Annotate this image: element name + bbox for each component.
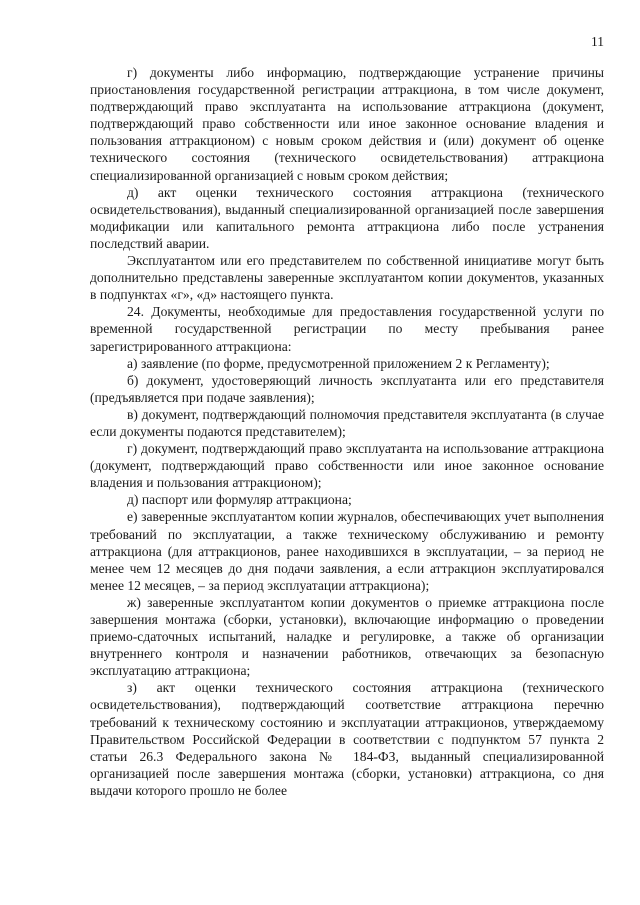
paragraph-item-b-identity: б) документ, удостоверяющий личность эксплуатанта или его представителя (предъявляется при подаче заявления); bbox=[90, 372, 604, 405]
paragraph-item-g-documents: г) документы либо информацию, подтверждающие устранение причины приостановления государственной регистрации аттракциона, в том числе документ, подтверждающий право эксплуатанта на использование аттракциона (документ, подтверждающий право собственности или иное законное основание владения и пользования аттракционом) с новым сроком действия и (или) документ об оценке технического состояния (технического освидетельствования) аттракциона специализированной организацией с новым сроком действия; bbox=[90, 65, 604, 183]
paragraph-item-z-technical-act: з) акт оценки технического состояния аттракциона (технического освидетельствования), подтверждающий соответствие аттракциона перечню требований к техническому состоянию и эксплуатации аттракционов, утверждаемому Правительством Российской Федерации в соответствии с подпунктом 57 пункта 2 статьи 26.3 Федерального закона № 184-ФЗ, выданный специализированной организацией после завершения монтажа (сборки, установки) аттракциона, со дня выдачи которого прошло не более bbox=[90, 680, 604, 798]
paragraph-section-24: 24. Документы, необходимые для предоставления государственной услуги по временной государственной регистрации по месту пребывания ранее зарегистрированного аттракциона: bbox=[90, 304, 604, 354]
paragraph-item-a-application: а) заявление (по форме, предусмотренной приложением 2 к Регламенту); bbox=[127, 355, 550, 371]
paragraph-item-d-passport: д) паспорт или формуляр аттракциона; bbox=[127, 492, 352, 508]
paragraph-additional-copies: Эксплуатантом или его представителем по собственной инициативе могут быть дополнительно представлены заверенные эксплуатантом копии документов, указанных в подпунктах «г», «д» настоящего пункта. bbox=[90, 253, 604, 303]
document-body bbox=[90, 64, 604, 799]
paragraph-item-e-journals: е) заверенные эксплуатантом копии журналов, обеспечивающих учет выполнения требований по эксплуатации, а также техническому обслуживанию и ремонту аттракциона (для аттракционов, ранее находившихся в эксплуатации, – за период не менее чем 12 месяцев до дня подачи заявления, а если аттракцион эксплуатировался менее 12 месяцев, – за период эксплуатации аттракциона); bbox=[90, 509, 604, 593]
paragraph-item-v-authority: в) документ, подтверждающий полномочия представителя эксплуатанта (в случае если документы подаются представителем); bbox=[90, 406, 604, 439]
paragraph-item-zh-acceptance: ж) заверенные эксплуатантом копии документов о приемке аттракциона после завершения монтажа (сборки, установки), включающие информацию о проведении приемо-сдаточных испытаний, наладке и регулировке, а также об организации внутреннего контроля и назначении работников, отвечающих за безопасную эксплуатацию аттракциона; bbox=[90, 594, 604, 679]
paragraph-item-d-inspection-act: д) акт оценки технического состояния аттракциона (технического освидетельствования), выданный специализированной организацией после завершения модификации или капитального ремонта аттракциона либо после устранения последствий аварии. bbox=[90, 184, 604, 251]
paragraph-item-g-right-of-use: г) документ, подтверждающий право эксплуатанта на использование аттракциона (документ, подтверждающий право собственности или иное законное основание владения и пользования аттракционом); bbox=[90, 441, 604, 491]
page-number: 11 bbox=[591, 34, 604, 49]
